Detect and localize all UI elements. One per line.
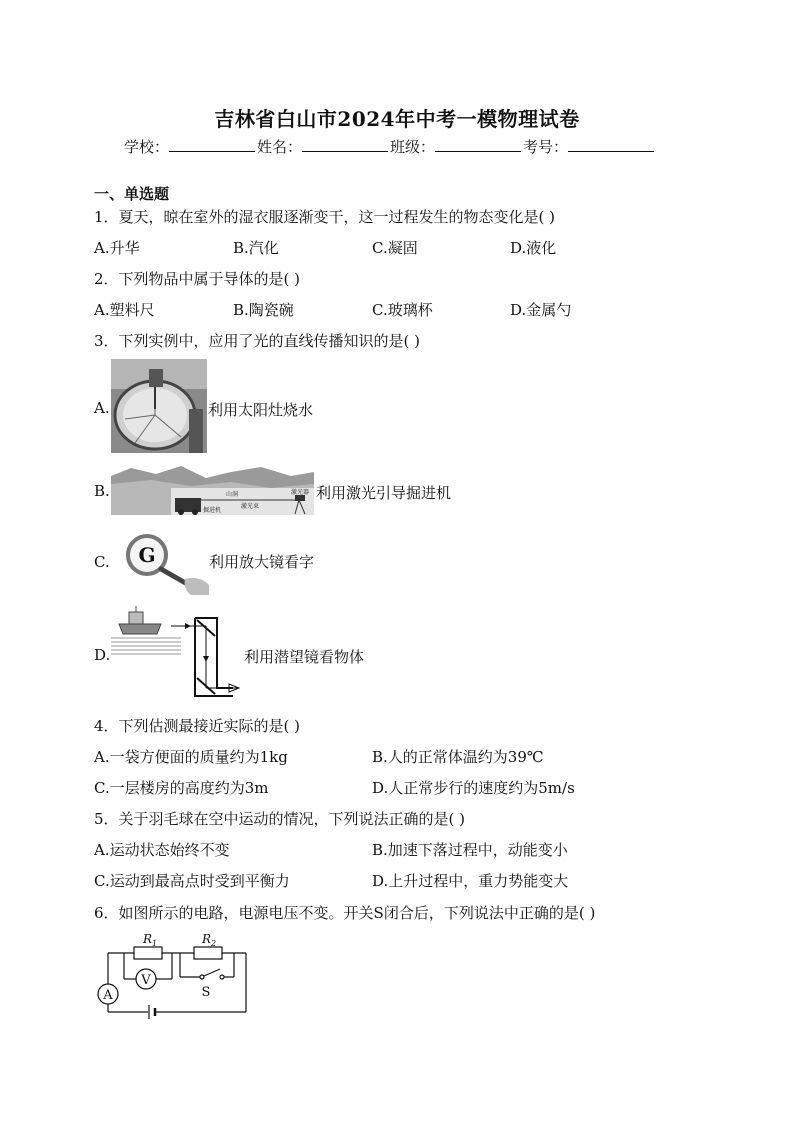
name-label: 姓名： xyxy=(257,138,303,156)
question-6-stem: 6．如图所示的电路，电源电压不变。开关S闭合后，下列说法中正确的是( ) xyxy=(94,904,596,922)
q3-option-d-letter[interactable]: D. xyxy=(94,646,111,664)
r2-subscript: 2 xyxy=(211,939,217,948)
q1-option-d[interactable]: D.液化 xyxy=(510,239,557,257)
class-label: 班级： xyxy=(390,138,436,156)
switch-label: S xyxy=(201,985,211,1000)
q4-option-c[interactable]: C.一层楼房的高度约为3m xyxy=(94,779,269,797)
school-label: 学校： xyxy=(124,138,170,156)
q1-option-c[interactable]: C.凝固 xyxy=(372,239,418,257)
q1-option-b[interactable]: B.汽化 xyxy=(233,239,279,257)
magnified-letter: G xyxy=(138,543,156,567)
q3-option-a-letter[interactable]: A. xyxy=(94,399,110,417)
r1-letter: R xyxy=(143,932,153,946)
solar-cooker-image xyxy=(111,359,207,453)
q3-option-c-letter[interactable]: C. xyxy=(94,553,110,571)
fig-b-label-beam: 激光束 xyxy=(241,503,260,510)
magnifier-image xyxy=(111,525,209,595)
name-blank[interactable] xyxy=(302,137,388,152)
q5-option-a[interactable]: A.运动状态始终不变 xyxy=(94,841,230,859)
fig-b-label-tunnel: 山洞 xyxy=(226,491,239,498)
q4-option-b[interactable]: B.人的正常体温约为39℃ xyxy=(372,748,544,766)
q3-option-c-text: 利用放大镜看字 xyxy=(209,553,315,571)
r1-label xyxy=(142,932,157,948)
r2-letter: R xyxy=(202,932,212,946)
q4-option-a[interactable]: A.一袋方便面的质量约为1kg xyxy=(94,748,288,766)
circuit-diagram xyxy=(96,926,252,1022)
ammeter-label: A xyxy=(103,988,113,1003)
question-5-stem: 5．关于羽毛球在空中运动的情况，下列说法正确的是( ) xyxy=(94,810,466,828)
school-blank[interactable] xyxy=(169,137,255,152)
number-blank[interactable] xyxy=(568,137,654,152)
q1-option-a[interactable]: A.升华 xyxy=(94,239,140,257)
question-4-stem: 4．下列估测最接近实际的是( ) xyxy=(94,717,301,735)
periscope-diagram xyxy=(111,604,243,700)
laser-tunnel-image xyxy=(111,464,314,515)
r1-subscript: 1 xyxy=(152,939,158,948)
question-3-stem: 3．下列实例中，应用了光的直线传播知识的是( ) xyxy=(94,332,421,350)
voltmeter-label: V xyxy=(141,973,151,988)
q3-option-b-text: 利用激光引导掘进机 xyxy=(316,484,452,502)
q2-option-d[interactable]: D.金属勺 xyxy=(510,301,572,319)
q5-option-d[interactable]: D.上升过程中，重力势能变大 xyxy=(372,872,569,890)
q4-option-d[interactable]: D.人正常步行的速度约为5m/s xyxy=(372,779,575,797)
q5-option-c[interactable]: C.运动到最高点时受到平衡力 xyxy=(94,872,290,890)
fig-b-label-machine: 掘进机 xyxy=(203,507,222,514)
q2-option-c[interactable]: C.玻璃杯 xyxy=(372,301,433,319)
class-blank[interactable] xyxy=(435,137,521,152)
question-2-stem: 2．下列物品中属于导体的是( ) xyxy=(94,270,301,288)
number-label: 考号： xyxy=(523,138,569,156)
question-1-stem: 1．夏天，晾在室外的湿衣服逐渐变干，这一过程发生的物态变化是( ) xyxy=(94,208,556,226)
q3-option-b-letter[interactable]: B. xyxy=(94,482,110,500)
q2-option-a[interactable]: A.塑料尺 xyxy=(94,301,155,319)
q5-option-b[interactable]: B.加速下落过程中，动能变小 xyxy=(372,841,568,859)
page-title: 吉林省白山市2024年中考一模物理试卷 xyxy=(214,107,580,131)
q2-option-b[interactable]: B.陶瓷碗 xyxy=(233,301,294,319)
student-info-line xyxy=(124,136,656,157)
q3-option-d-text: 利用潜望镜看物体 xyxy=(244,648,365,666)
r2-label xyxy=(201,932,216,948)
fig-b-label-laser: 激光器 xyxy=(291,489,310,496)
section-heading: 一、单选题 xyxy=(94,185,170,203)
q3-option-a-text: 利用太阳灶烧水 xyxy=(208,401,314,419)
